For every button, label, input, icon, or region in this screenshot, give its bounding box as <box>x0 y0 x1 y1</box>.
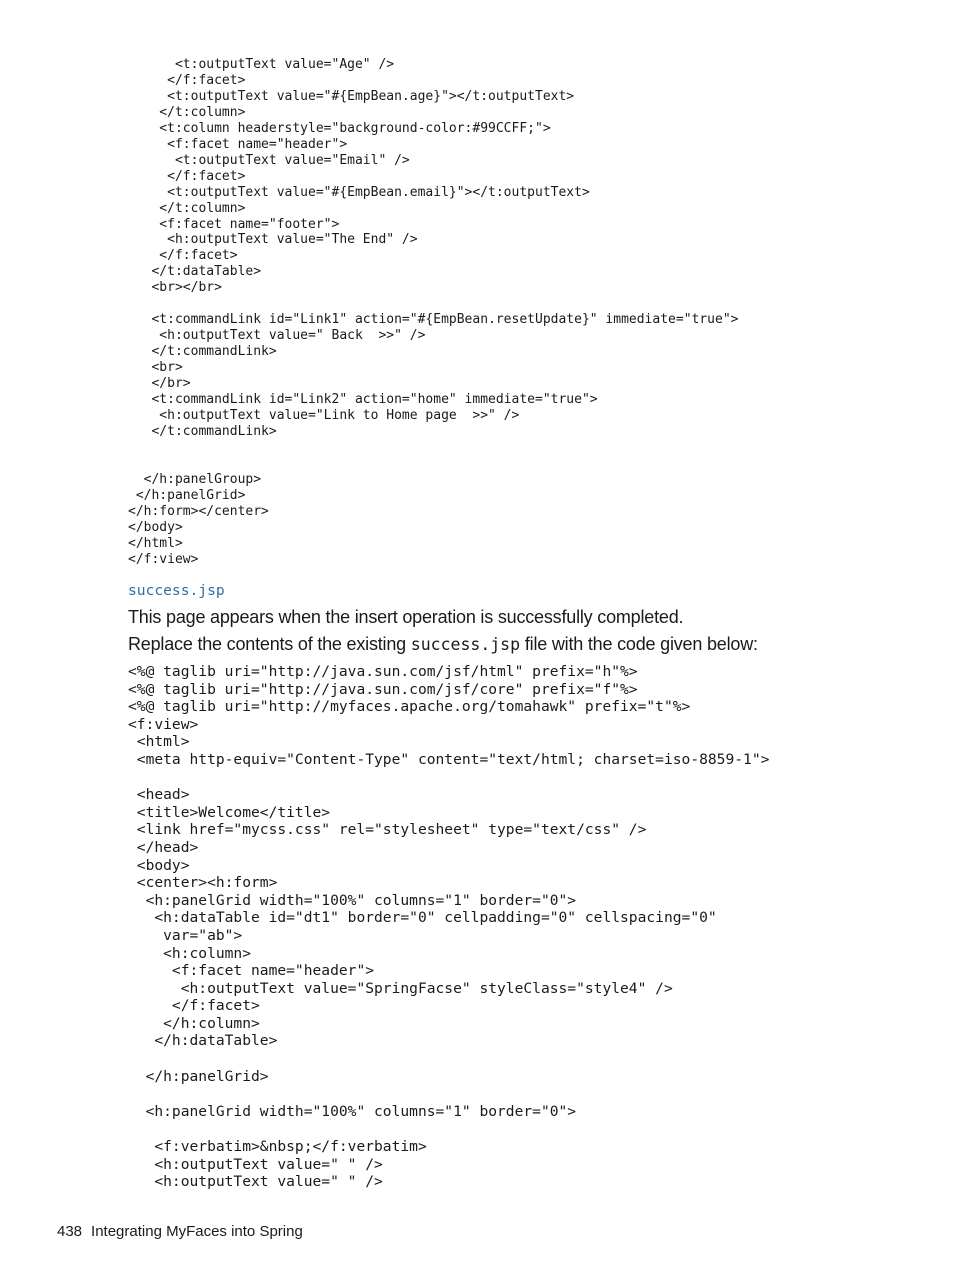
chapter-title: Integrating MyFaces into Spring <box>91 1223 303 1240</box>
instruction-text-start: Replace the contents of the existing <box>128 634 411 654</box>
section-heading: success.jsp <box>128 582 225 599</box>
page-number: 438 <box>57 1223 83 1240</box>
instruction-text-end: file with the code given below: <box>520 634 758 654</box>
page-footer <box>57 1223 303 1240</box>
inline-filename: success.jsp <box>410 635 521 654</box>
instruction-paragraph <box>128 634 758 655</box>
description-paragraph: This page appears when the insert operation is successfully completed. <box>128 607 684 627</box>
code-listing-continued: <t:outputText value="Age" /> </f:facet> <t:outputText value="#{EmpBean.age}"></t:outputText> </t:column> <t:column headerstyle="background-color:#99CCFF;"> <f:facet name="header"> <t:outputText value="Email" /> </f:facet> <t:outputText value="#{EmpBean.email}"></t:outputText> </t:column> <f:facet name="footer"> <h:outputText value="The End" /> </f:facet> </t:dataTable> <br></br> <t:commandLink id="Link1" action="#{EmpBean.resetUpdate}" immediate="true"> <h:outputText value=" Back >>" /> </t:commandLink> <br> </br> <t:commandLink id="Link2" action="home" immediate="true"> <h:outputText value="Link to Home page >>" /> </t:commandLink> </h:panelGroup> </h:panelGrid> </h:form></center> </body> </html> </f:view> <box>128 57 739 567</box>
code-listing-success-jsp: <%@ taglib uri="http://java.sun.com/jsf/html" prefix="h"%> <%@ taglib uri="http://java.sun.com/jsf/core" prefix="f"%> <%@ taglib uri="http://myfaces.apache.org/tomahawk" prefix="t"%> <f:view> <html> <meta http-equiv="Content-Type" content="text/html; charset=iso-8859-1"> <head> <title>Welcome</title> <link href="mycss.css" rel="stylesheet" type="text/css" /> </head> <body> <center><h:form> <h:panelGrid width="100%" columns="1" border="0"> <h:dataTable id="dt1" border="0" cellpadding="0" cellspacing="0" var="ab"> <h:column> <f:facet name="header"> <h:outputText value="SpringFacse" styleClass="style4" /> </f:facet> </h:column> </h:dataTable> </h:panelGrid> <h:panelGrid width="100%" columns="1" border="0"> <f:verbatim>&nbsp;</f:verbatim> <h:outputText value=" " /> <h:outputText value=" " /> <box>128 663 770 1191</box>
